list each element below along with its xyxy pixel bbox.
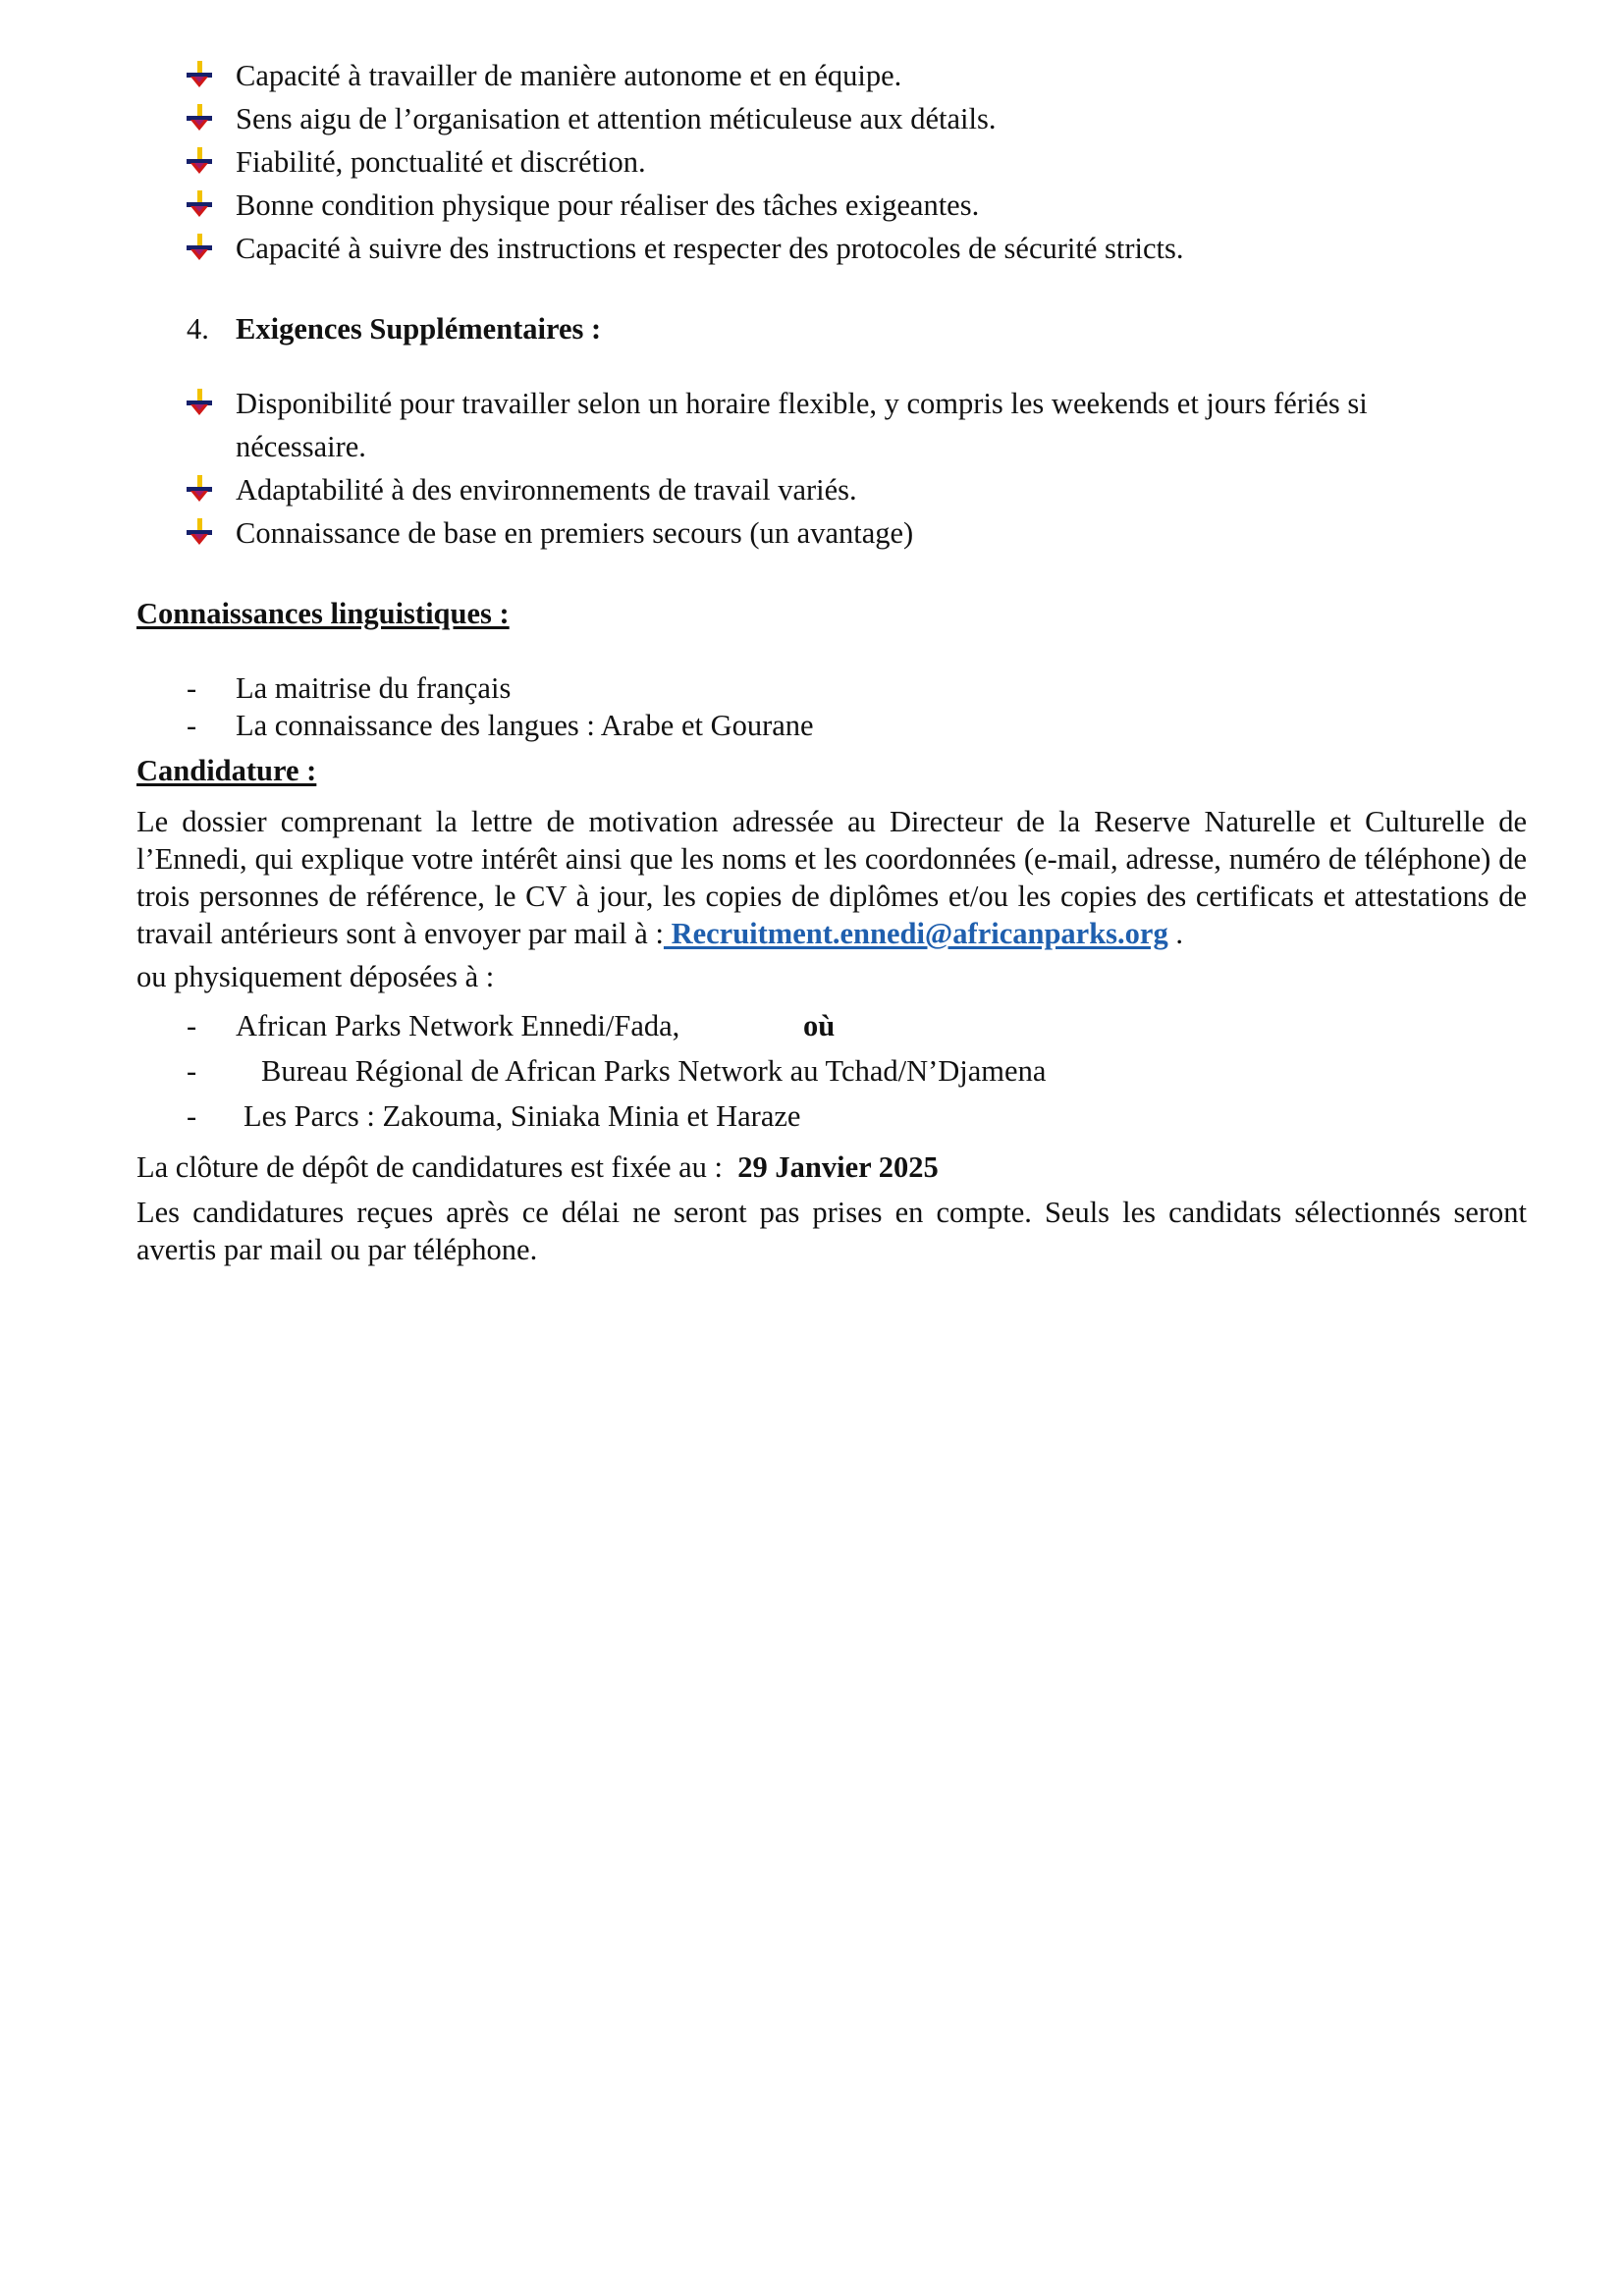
arrow-down-bullet-icon	[187, 475, 212, 503]
languages-heading: Connaissances linguistiques :	[136, 597, 510, 630]
ou-label: où	[803, 1009, 836, 1042]
list-item: Capacité à suivre des instructions et respecter des protocoles de sécurité stricts.	[236, 232, 1184, 265]
candidature-heading: Candidature :	[136, 754, 317, 787]
arrow-down-bullet-icon	[187, 518, 212, 546]
list-item: Capacité à travailler de manière autonome et en équipe.	[236, 59, 902, 92]
email-link[interactable]: Recruitment.ennedi@africanparks.org	[663, 917, 1168, 950]
location-item: Les Parcs : Zakouma, Siniaka Minia et Haraze	[244, 1099, 801, 1133]
location-item: Bureau Régional de African Parks Network au Tchad/N’Djamena	[261, 1054, 1047, 1088]
candidature-body	[136, 803, 1527, 952]
list-item: Adaptabilité à des environnements de travail variés.	[236, 473, 857, 507]
list-item: Fiabilité, ponctualité et discrétion.	[236, 145, 646, 179]
list-item: La connaissance des langues : Arabe et Gourane	[236, 709, 814, 742]
arrow-down-bullet-icon	[187, 147, 212, 175]
arrow-down-bullet-icon	[187, 190, 212, 218]
dash-bullet: -	[187, 1099, 197, 1133]
list-item-continuation: nécessaire.	[236, 430, 366, 463]
section-number: 4.	[187, 312, 209, 346]
list-item: La maitrise du français	[236, 671, 512, 705]
location-item: African Parks Network Ennedi/Fada,	[236, 1009, 680, 1042]
arrow-down-bullet-icon	[187, 234, 212, 261]
dash-bullet: -	[187, 709, 197, 742]
list-item: Connaissance de base en premiers secours (un avantage)	[236, 516, 914, 550]
arrow-down-bullet-icon	[187, 104, 212, 132]
list-item: Bonne condition physique pour réaliser des tâches exigeantes.	[236, 188, 980, 222]
dash-bullet: -	[187, 1009, 197, 1042]
arrow-down-bullet-icon	[187, 389, 212, 416]
deadline-line	[136, 1148, 939, 1186]
arrow-down-bullet-icon	[187, 61, 212, 88]
list-item: Disponibilité pour travailler selon un horaire flexible, y compris les weekends et jours fériés si	[236, 387, 1368, 420]
list-item: Sens aigu de l’organisation et attention méticuleuse aux détails.	[236, 102, 997, 135]
dash-bullet: -	[187, 671, 197, 705]
deadline-label: La clôture de dépôt de candidatures est fixée au :	[136, 1150, 724, 1184]
closing-note: Les candidatures reçues après ce délai ne seront pas prises en compte. Seuls les candidats sélectionnés seront avertis par mail ou par téléphone.	[136, 1196, 1527, 1266]
candidature-text: Le dossier comprenant la lettre de motivation adressée au Directeur de la Reserve Naturelle et Culturelle de l’Ennedi, qui explique votre intérêt ainsi que les noms et les coordonnées (e-mail, adresse, numéro de téléphone) de trois personnes de référence, le CV à jour, les copies de diplômes et/ou les copies des certificats et attestations de travail antérieurs sont à envoyer par mail à :	[136, 805, 1527, 950]
email-suffix: .	[1167, 917, 1183, 950]
section-title: Exigences Supplémentaires :	[236, 312, 602, 346]
dash-bullet: -	[187, 1054, 197, 1088]
physical-intro: ou physiquement déposées à :	[136, 960, 495, 993]
deadline-date: 29 Janvier 2025	[737, 1150, 939, 1184]
